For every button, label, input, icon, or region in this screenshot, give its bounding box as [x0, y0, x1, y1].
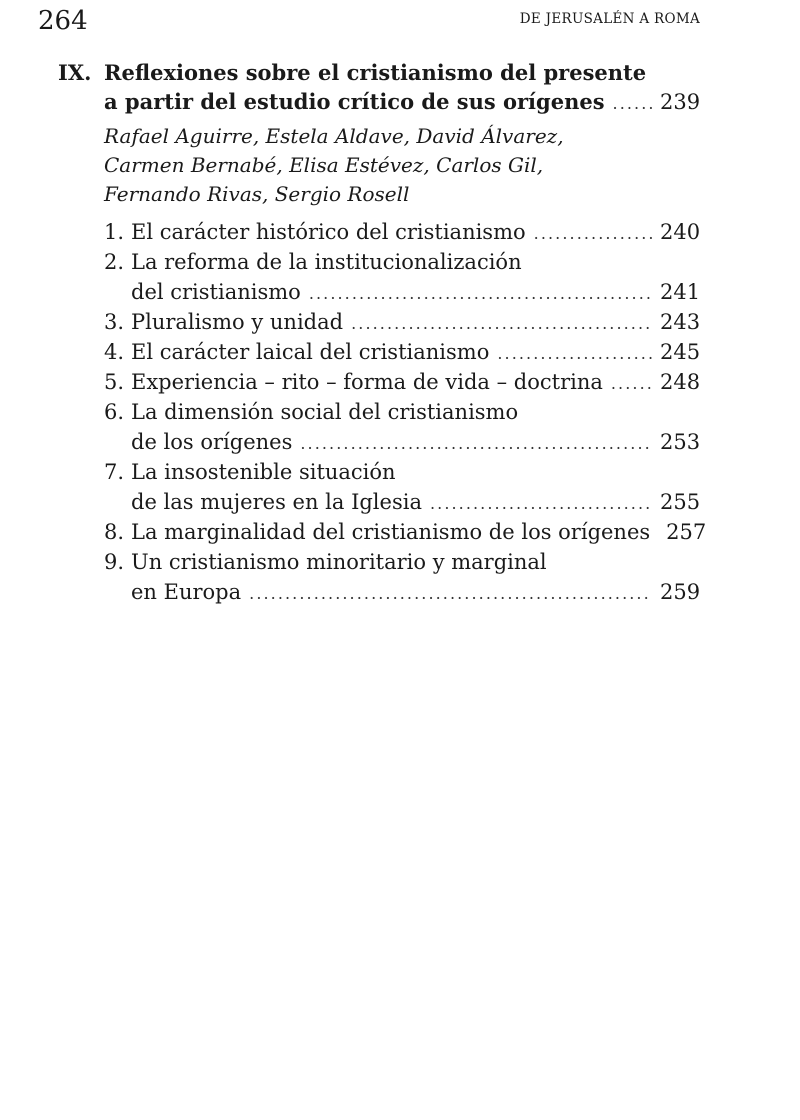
dot-leader — [497, 340, 652, 364]
toc-item-title-continuation: del cristianismo — [131, 280, 301, 304]
toc-line — [131, 220, 700, 244]
toc-item — [0, 550, 800, 604]
toc-line — [131, 400, 700, 424]
authors-line: Rafael Aguirre, Estela Aldave, David Álvarez, — [104, 124, 564, 148]
toc-line — [131, 520, 707, 544]
authors-line: Fernando Rivas, Sergio Rosell — [104, 182, 410, 206]
toc-item-page: 259 — [660, 580, 701, 604]
toc-line — [131, 430, 700, 454]
toc-item-title-continuation: de los orígenes — [131, 430, 293, 454]
toc-item-title: Experiencia – rito – forma de vida – doctrina — [131, 370, 603, 394]
toc-item-number: 5. — [104, 370, 125, 394]
toc-item-page: 255 — [660, 490, 701, 514]
toc-item-page: 248 — [660, 370, 701, 394]
toc-item-number: 2. — [104, 250, 125, 274]
toc-line — [131, 250, 700, 274]
chapter-authors — [104, 122, 564, 209]
toc-line — [131, 370, 700, 394]
toc-item-number: 4. — [104, 340, 125, 364]
dot-leader — [249, 580, 652, 604]
toc-item-page: 240 — [660, 220, 701, 244]
dot-leader — [309, 280, 652, 304]
toc-item — [0, 310, 800, 340]
page-number: 264 — [38, 6, 88, 36]
toc-line — [131, 460, 700, 484]
toc-item-number: 8. — [104, 520, 125, 544]
toc-item-title-continuation: de las mujeres en la Iglesia — [131, 490, 422, 514]
chapter-title-continuation: a partir del estudio crítico de sus orígenes — [104, 89, 605, 114]
toc-item — [0, 400, 800, 454]
toc-item-number: 3. — [104, 310, 125, 334]
chapter-number: IX. — [58, 60, 92, 85]
toc-line — [131, 490, 700, 514]
dot-leader — [611, 370, 652, 394]
toc-item-page: 253 — [660, 430, 701, 454]
toc-line — [131, 310, 700, 334]
dot-leader — [300, 430, 652, 454]
toc-item-page: 245 — [660, 340, 701, 364]
chapter-page: 239 — [660, 90, 701, 114]
toc-item-page: 241 — [660, 280, 701, 304]
toc-item — [0, 250, 800, 304]
toc-item-number: 1. — [104, 220, 125, 244]
toc-item-number: 9. — [104, 550, 125, 574]
toc-item — [0, 340, 800, 370]
chapter-title-line-2 — [104, 89, 700, 117]
toc-item-page: 257 — [666, 520, 707, 544]
toc-item — [0, 220, 800, 250]
toc-line — [131, 550, 700, 574]
toc-item-title: Pluralismo y unidad — [131, 310, 344, 334]
dot-leader — [534, 220, 652, 244]
toc-item-title: El carácter histórico del cristianismo — [131, 220, 526, 244]
chapter-title: Reflexiones sobre el cristianismo del presente — [104, 60, 647, 85]
toc-item — [0, 520, 800, 550]
toc-item-title: La insostenible situación — [131, 460, 396, 484]
toc-line — [131, 280, 700, 304]
toc-item-title: La marginalidad del cristianismo de los orígenes — [131, 520, 651, 544]
toc-item-title: Un cristianismo minoritario y marginal — [131, 550, 547, 574]
toc-item — [0, 370, 800, 400]
running-head: DE JERUSALÉN A ROMA — [519, 11, 700, 27]
toc-item-title: La reforma de la institucionalización — [131, 250, 522, 274]
chapter-title-line-1 — [58, 60, 700, 88]
toc-item-page: 243 — [660, 310, 701, 334]
dot-leader — [430, 490, 652, 514]
toc-item — [0, 460, 800, 514]
toc-item-number: 7. — [104, 460, 125, 484]
toc-line — [131, 580, 700, 604]
dot-leader — [613, 90, 652, 114]
toc-item-title: La dimensión social del cristianismo — [131, 400, 519, 424]
toc-line — [131, 340, 700, 364]
toc-item-title-continuation: en Europa — [131, 580, 242, 604]
toc-item-number: 6. — [104, 400, 125, 424]
authors-line: Carmen Bernabé, Elisa Estévez, Carlos Gil, — [104, 153, 544, 177]
dot-leader — [351, 310, 652, 334]
toc-item-title: El carácter laical del cristianismo — [131, 340, 490, 364]
